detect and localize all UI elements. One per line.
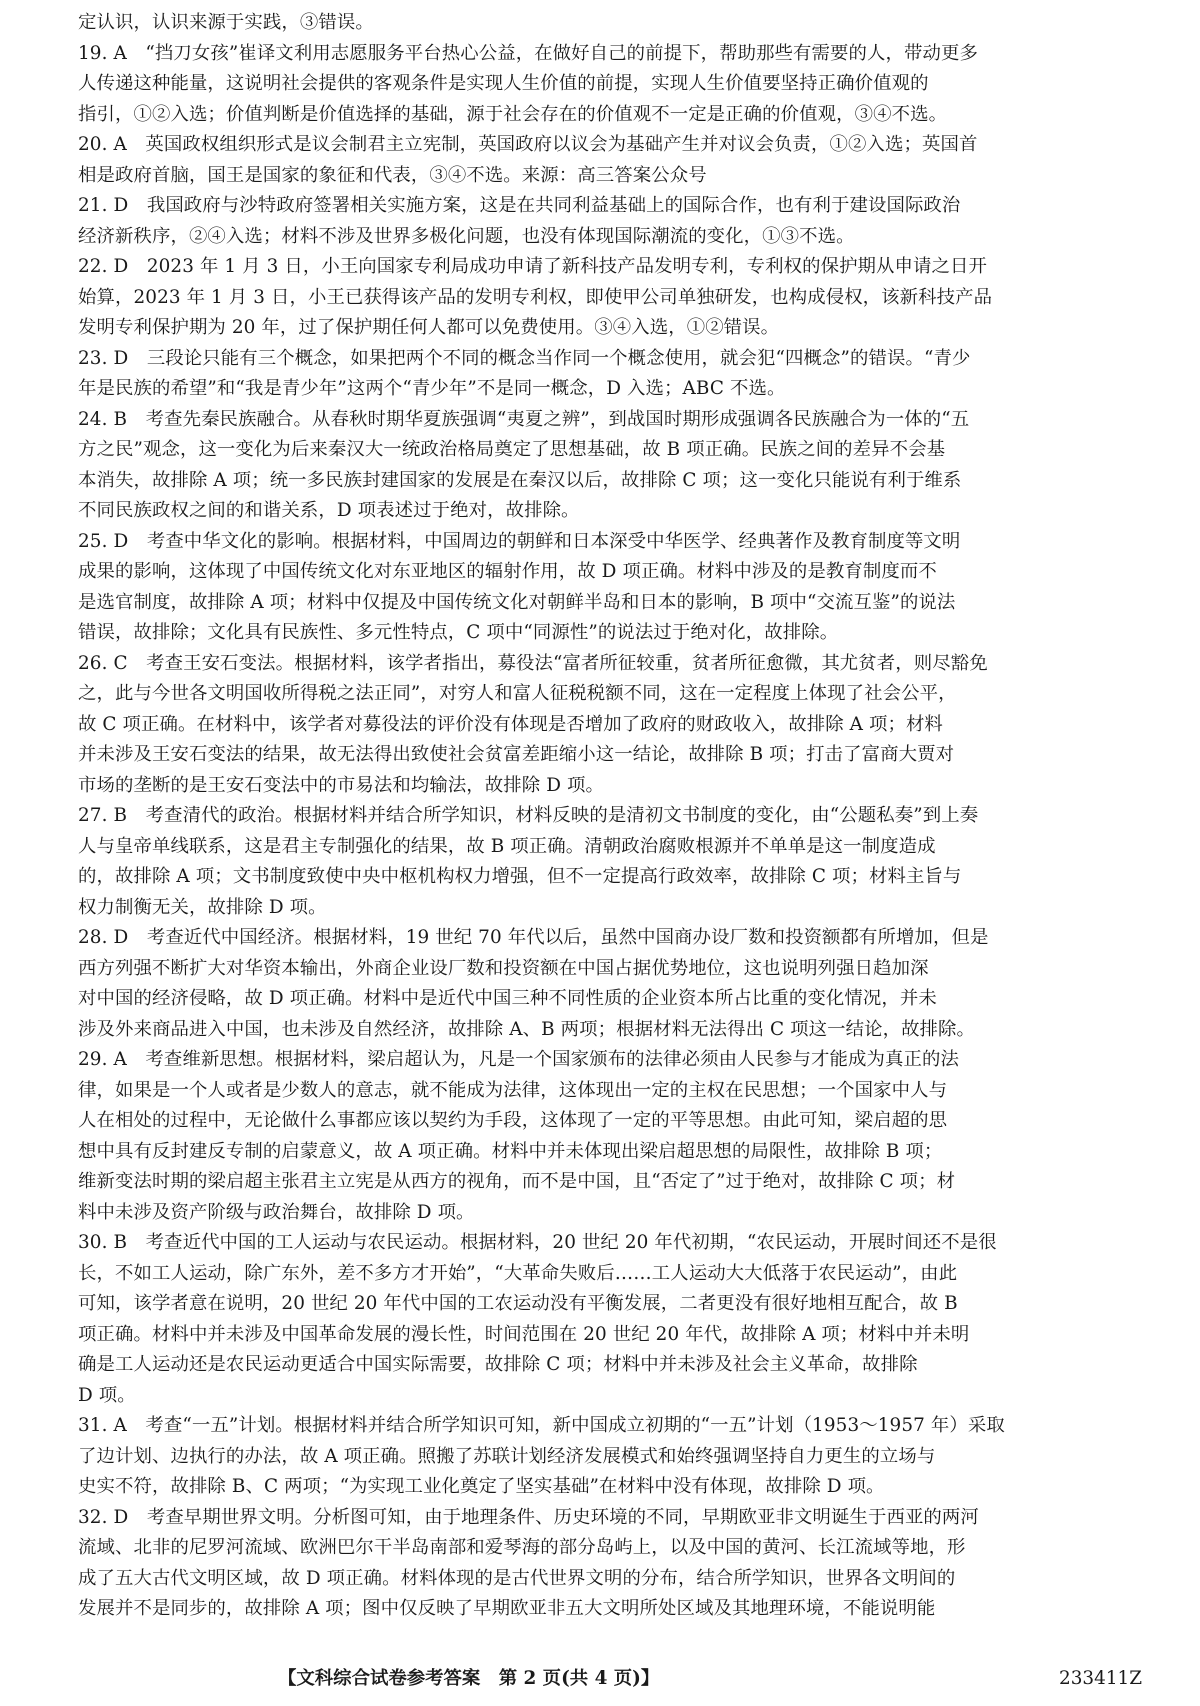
- text-line: 流域、北非的尼罗河流域、欧洲巴尔干半岛南部和爱琴海的部分岛屿上，以及中国的黄河、长江流域等地，形: [78, 1537, 966, 1558]
- text-line: 维新变法时期的梁启超主张君主立宪是从西方的视角，而不是中国，且“否定了”过于绝对，故排除 C 项；材: [78, 1171, 956, 1192]
- text-line: 项正确。材料中并未涉及中国革命发展的漫长性，时间范围在 20 世纪 20 年代，故排除 A 项；材料中并未明: [78, 1323, 970, 1345]
- text-line: D 项。: [78, 1384, 136, 1406]
- text-line: 成了五大古代文明区域，故 D 项正确。材料体现的是古代世界文明的分布，结合所学知识，世界各文明间的: [78, 1567, 956, 1589]
- text-line: 是选官制度，故排除 A 项；材料中仅提及中国传统文化对朝鲜半岛和日本的影响，B 项中“交流互鉴”的说法: [78, 591, 956, 613]
- text-line: 的，故排除 A 项；文书制度致使中央中枢机构权力增强，但不一定提高行政效率，故排除 C 项；材料主旨与: [78, 866, 962, 887]
- text-line: 经济新秩序，②④入选；材料不涉及世界多极化问题，也没有体现国际潮流的变化，①③不选。: [78, 225, 855, 247]
- text-line: 人与皇帝单线联系，这是君主专制强化的结果，故 B 项正确。清朝政治腐败根源并不单单是这一制度造成: [78, 835, 936, 857]
- text-line: 方之民”观念，这一变化为后来秦汉大一统政治格局奠定了思想基础，故 B 项正确。民族之间的差异不会基: [78, 439, 946, 460]
- text-line: 律，如果是一个人或者是少数人的意志，就不能成为法律，这体现出一定的主权在民思想；一个国家中人与: [78, 1079, 948, 1101]
- text-line: 年是民族的希望”和“我是青少年”这两个“青少年”不是同一概念，D 入选；ABC 不选。: [78, 378, 786, 399]
- text-line: 想中具有反封建反专制的启蒙意义，故 A 项正确。材料中并未体现出梁启超思想的局限性，故排除 B 项；: [78, 1140, 943, 1162]
- text-line: 27. B 考查清代的政治。根据材料并结合所学知识，材料反映的是清初文书制度的变化，由“公题私奏”到上奏: [78, 805, 979, 826]
- text-line: 确是工人运动还是农民运动更适合中国实际需要，故排除 C 项；材料中并未涉及社会主义革命，故排除: [78, 1354, 918, 1375]
- text-line: 涉及外来商品进入中国，也未涉及自然经济，故排除 A、B 两项；根据材料无法得出 C 项这一结论，故排除。: [78, 1018, 976, 1040]
- text-line: 24. B 考查先秦民族融合。从春秋时期华夏族强调“夷夏之辨”，到战国时期形成强调各民族融合为一体的“五: [78, 408, 970, 430]
- text-line: 26. C 考查王安石变法。根据材料，该学者指出，募役法“富者所征较重，贫者所征愈微，其尤贫者，则尽豁免: [78, 652, 988, 674]
- text-line: 料中未涉及资产阶级与政治舞台，故排除 D 项。: [78, 1201, 475, 1223]
- text-line: 31. A 考查“一五”计划。根据材料并结合所学知识可知，新中国成立初期的“一五”计划（1953～1957 年）采取: [78, 1415, 1005, 1436]
- text-line: 29. A 考查维新思想。根据材料，梁启超认为，凡是一个国家颁布的法律必须由人民参与才能成为真正的法: [78, 1049, 959, 1070]
- text-line: 发明专利保护期为 20 年，过了保护期任何人都可以免费使用。③④入选，①②错误。: [78, 317, 780, 338]
- text-line: 25. D 考查中华文化的影响。根据材料，中国周边的朝鲜和日本深受中华医学、经典著作及教育制度等文明: [78, 530, 961, 552]
- text-line: 西方列强不断扩大对华资本输出，外商企业设厂数和投资额在中国占据优势地位，这也说明列强日趋加深: [78, 957, 929, 979]
- text-line: 错误，故排除；文化具有民族性、多元性特点，C 项中“同源性”的说法过于绝对化，故排除。: [78, 622, 839, 643]
- text-line: 权力制衡无关，故排除 D 项。: [78, 896, 327, 918]
- text-line: 市场的垄断的是王安石变法中的市易法和均输法，故排除 D 项。: [78, 774, 604, 796]
- text-line: 人传递这种能量，这说明社会提供的客观条件是实现人生价值的前提，实现人生价值要坚持正确价值观的: [78, 73, 929, 94]
- text-line: 21. D 我国政府与沙特政府签署相关实施方案，这是在共同利益基础上的国际合作，也有利于建设国际政治: [78, 195, 961, 216]
- text-line: 始算，2023 年 1 月 3 日，小王已获得该产品的发明专利权，即使甲公司单独研发，也构成侵权，该新科技产品: [78, 286, 993, 308]
- text-line: 22. D 2023 年 1 月 3 日，小王向国家专利局成功申请了新科技产品发明专利，专利权的保护期从申请之日开: [78, 256, 987, 277]
- text-line: 发展并不是同步的，故排除 A 项；图中仅反映了早期欧亚非五大文明所处区域及其地理环境，不能说明能: [78, 1598, 936, 1619]
- text-line: 19. A “挡刀女孩”崔译文利用志愿服务平台热心公益，在做好自己的前提下，帮助那些有需要的人，带动更多: [78, 42, 978, 64]
- text-line: 不同民族政权之间的和谐关系，D 项表述过于绝对，故排除。: [78, 500, 580, 521]
- text-line: 指引，①②入选；价值判断是价值选择的基础，源于社会存在的价值观不一定是正确的价值观，③④不选。: [78, 103, 948, 125]
- text-line: 长，不如工人运动，除广东外，差不多方才开始”，“大革命失败后……工人运动大大低落于农民运动”，由此: [78, 1262, 958, 1284]
- text-line: 相是政府首脑，国王是国家的象征和代表，③④不选。来源：高三答案公众号: [78, 164, 707, 186]
- text-line: 23. D 三段论只能有三个概念，如果把两个不同的概念当作同一个概念使用，就会犯“四概念”的错误。“青少: [78, 347, 971, 369]
- answer-text-body: [78, 8, 1142, 1625]
- text-line: 20. A 英国政权组织形式是议会制君主立宪制，英国政府以议会为基础产生并对议会负责，①②入选；英国首: [78, 134, 978, 155]
- text-line: 成果的影响，这体现了中国传统文化对东亚地区的辐射作用，故 D 项正确。材料中涉及的是教育制度而不: [78, 561, 937, 582]
- text-line: 对中国的经济侵略，故 D 项正确。材料中是近代中国三种不同性质的企业资本所占比重的变化情况，并未: [78, 988, 937, 1009]
- text-line: 32. D 考查早期世界文明。分析图可知，由于地理条件、历史环境的不同，早期欧亚非文明诞生于西亚的两河: [78, 1506, 979, 1528]
- text-line: 故 C 项正确。在材料中，该学者对募役法的评价没有体现是否增加了政府的财政收入，故排除 A 项；材料: [78, 713, 943, 735]
- footer-code: 233411Z: [1059, 1668, 1142, 1689]
- text-line: 之，此与今世各文明国收所得税之法正同”，对穷人和富人征税税额不同，这在一定程度上体现了社会公平，: [78, 683, 957, 704]
- text-line: 史实不符，故排除 B、C 两项；“为实现工业化奠定了坚实基础”在材料中没有体现，故排除 D 项。: [78, 1476, 885, 1497]
- page-footer: [78, 1664, 1142, 1694]
- text-line: 人在相处的过程中，无论做什么事都应该以契约为手段，这体现了一定的平等思想。由此可知，梁启超的思: [78, 1110, 948, 1131]
- text-line: 可知，该学者意在说明，20 世纪 20 年代中国的工农运动没有平衡发展，二者更没有很好地相互配合，故 B: [78, 1293, 958, 1314]
- text-line: 并未涉及王安石变法的结果，故无法得出致使社会贫富差距缩小这一结论，故排除 B 项；打击了富商大贾对: [78, 744, 955, 765]
- text-line: 了边计划、边执行的办法，故 A 项正确。照搬了苏联计划经济发展模式和始终强调坚持自力更生的立场与: [78, 1445, 936, 1467]
- footer-title: 【文科综合试卷参考答案 第 2 页(共 4 页)】: [278, 1668, 660, 1689]
- text-line: 本消失，故排除 A 项；统一多民族封建国家的发展是在秦汉以后，故排除 C 项；这一变化只能说有利于维系: [78, 469, 962, 491]
- text-line: 定认识，认识来源于实践，③错误。: [78, 12, 374, 33]
- text-line: 30. B 考查近代中国的工人运动与农民运动。根据材料，20 世纪 20 年代初期，“农民运动，开展时间还不是很: [78, 1232, 997, 1253]
- text-line: 28. D 考查近代中国经济。根据材料，19 世纪 70 年代以后，虽然中国商办设厂数和投资额都有所增加，但是: [78, 927, 989, 948]
